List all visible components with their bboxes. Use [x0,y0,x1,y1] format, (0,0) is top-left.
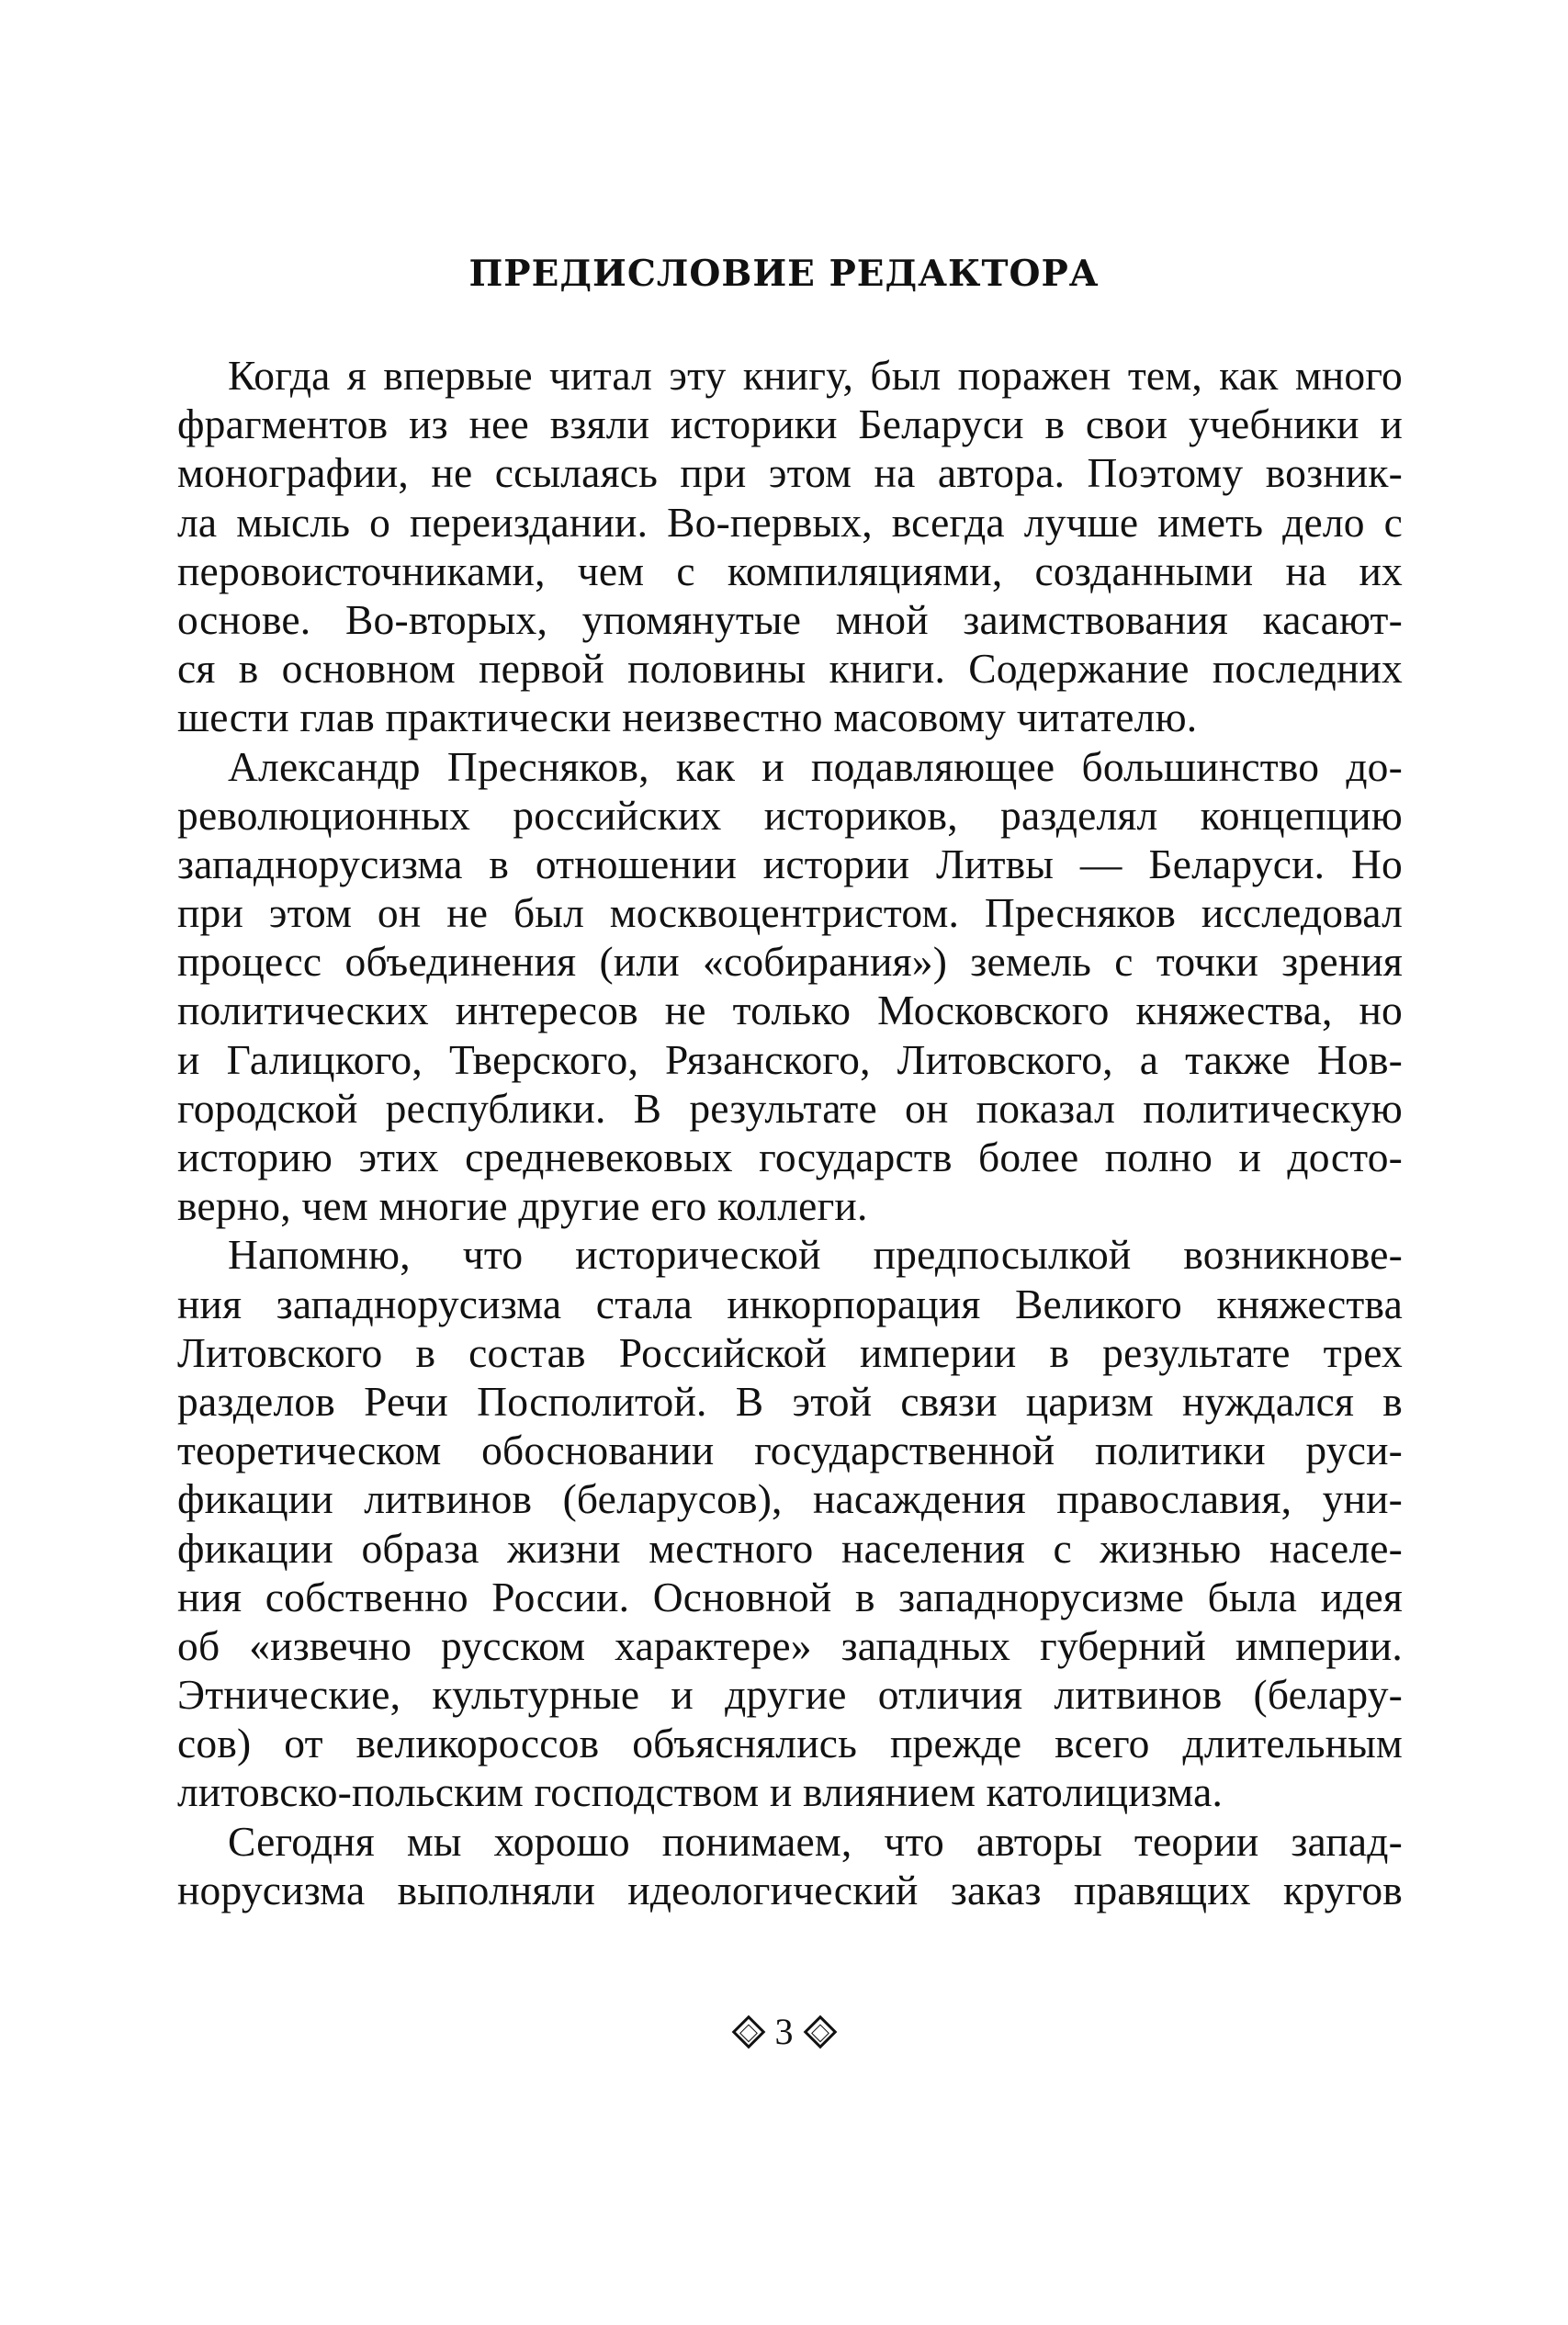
text-line: ла мысль о переиздании. Во-первых, всегда лучше иметь дело с [177,498,1403,546]
text-line: ния собственно России. Основной в западнорусизме была идея [177,1573,1403,1620]
chapter-heading: ПРЕДИСЛОВИЕ РЕДАКТОРА [468,253,1100,295]
text-line: ся в основном первой половины книги. Содержание последних [177,645,1403,693]
text-line: литовско-польским господством и влиянием католицизма. [177,1768,1224,1816]
text-line: при этом он не был москвоцентристом. Пресняков исследовал [177,889,1403,937]
diamond-icon [803,2015,837,2048]
text-line: теоретическом обосновании государственной политики руси- [177,1427,1403,1474]
text-line: ния западнорусизма стала инкорпорация Великого княжества [177,1280,1403,1327]
page-number: 3 [774,2011,794,2052]
text-line: монографии, не ссылаясь при этом на автора. Поэтому возник- [177,449,1403,497]
text-line: верно, чем многие другие его коллеги. [177,1182,868,1230]
text-line: Александр Пресняков, как и подавляющее большинство до- [228,742,1403,790]
text-line: революционных российских историков, разделял концепцию [177,791,1403,839]
text-line: процесс объединения (или «собирания») земель с точки зрения [177,938,1403,986]
text-line: историю этих средневековых государств более полно и досто- [177,1134,1403,1180]
text-line: перовоисточниками, чем с компиляциями, созданными на их [177,547,1403,594]
body-text [177,351,1403,1914]
page-footer [0,2010,1568,2053]
text-line: основе. Во-вторых, упомянутые мной заимствования касают- [177,595,1403,643]
text-line: фикации образа жизни местного населения с жизнью населе- [177,1524,1403,1572]
text-line: норусизма выполняли идеологический заказ правящих кругов [177,1866,1403,1913]
text-line: политических интересов не только Московского княжества, но [177,987,1403,1034]
text-line: разделов Речи Посполитой. В этой связи царизм нуждался в [177,1377,1403,1425]
text-line: Напомню, что исторической предпосылкой возникнове- [228,1231,1403,1279]
text-line: Сегодня мы хорошо понимаем, что авторы теории запад- [228,1817,1403,1865]
text-line: и Галицкого, Тверского, Рязанского, Литовского, а также Нов- [177,1035,1403,1083]
text-line: сов) от великороссов объяснялись прежде всего длительным [177,1720,1403,1767]
text-line: западнорусизма в отношении истории Литвы — Беларуси. Но [177,840,1403,887]
text-line: шести глав практически неизвестно масовому читателю. [177,694,1198,741]
text-line: фрагментов из нее взяли историки Беларуси в свои учебники и [177,401,1403,448]
text-line: Литовского в состав Российской империи в результате трех [177,1328,1403,1376]
text-line: об «извечно русском характере» западных губерний империи. [177,1621,1403,1669]
text-line: городской республики. В результате он показал политическую [177,1084,1403,1132]
text-line: фикации литвинов (беларусов), насаждения православия, уни- [177,1475,1403,1523]
text-line: Когда я впервые читал эту книгу, был поражен тем, как много [228,352,1403,399]
diamond-icon [731,2015,765,2048]
text-line: Этнические, культурные и другие отличия литвинов (белару- [177,1671,1403,1719]
